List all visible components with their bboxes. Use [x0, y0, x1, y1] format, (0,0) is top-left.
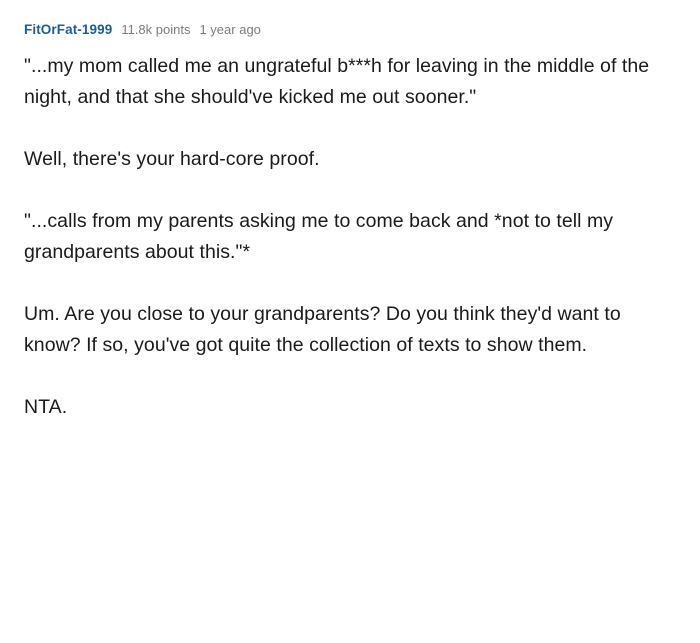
comment-paragraph: "...calls from my parents asking me to come back and *not to tell my grandparents about this."*: [24, 210, 614, 263]
comment-body: [24, 51, 678, 423]
comment-paragraph: Well, there's your hard-core proof.: [24, 148, 320, 170]
comment-paragraph: "...my mom called me an ungrateful b***h for leaving in the middle of the night, and that she should've kicked me out sooner.": [24, 55, 650, 108]
comment-meta: [24, 22, 678, 37]
comment-author[interactable]: FitOrFat-1999: [24, 22, 113, 37]
comment-points: 11.8k points: [121, 22, 191, 37]
comment-paragraph: Um. Are you close to your grandparents? Do you think they'd want to know? If so, you've got quite the collection of texts to show them.: [24, 303, 621, 356]
comment-timestamp: 1 year ago: [199, 22, 261, 37]
comment-paragraph: NTA.: [24, 396, 68, 418]
